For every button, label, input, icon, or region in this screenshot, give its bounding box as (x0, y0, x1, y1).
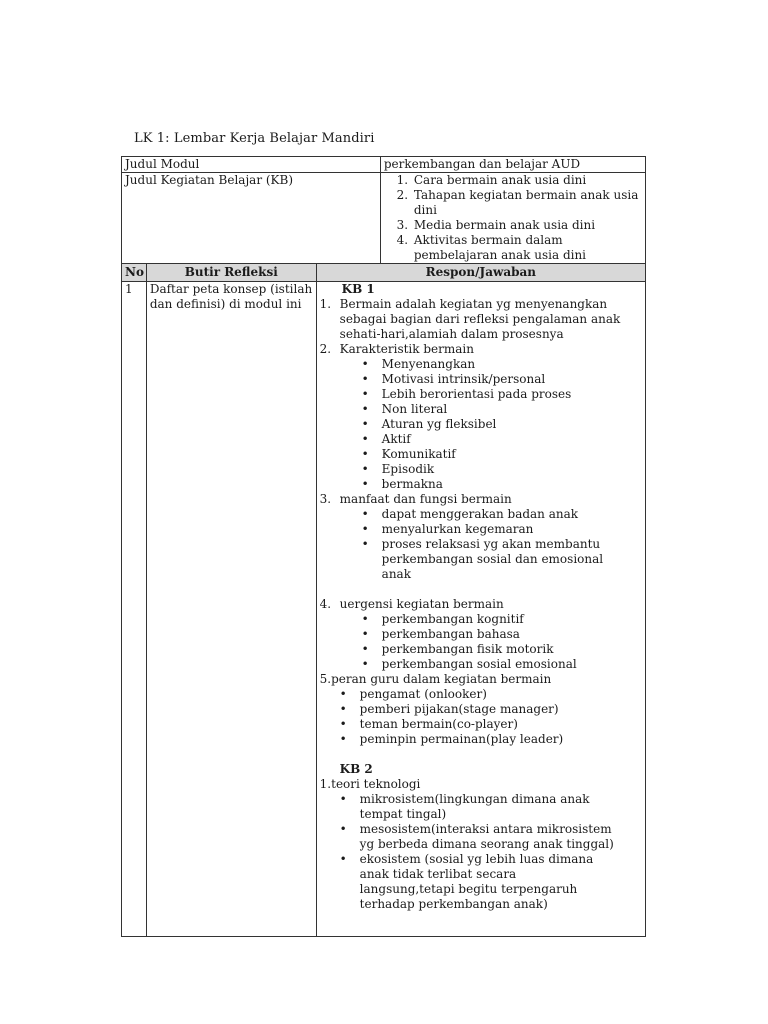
bullet-item: • menyalurkan kegemaran (382, 522, 642, 537)
kb2-item-1: 1.teori teknologi (319, 777, 421, 791)
worksheet-table (121, 156, 646, 937)
kb1-item-3-bullets (320, 507, 642, 582)
bullet-item: • Komunikatif (382, 447, 642, 462)
kb1-item-4-bullets (320, 612, 642, 672)
judul-kb-cell (380, 173, 645, 264)
judul-modul-row (122, 157, 646, 173)
bullet-item: • perkembangan bahasa (382, 627, 642, 642)
kb-title-item: 3. Media bermain anak usia dini (412, 218, 642, 233)
kb-title-item: 4. Aktivitas bermain dalam pembelajaran anak usia dini (412, 233, 642, 263)
bullet-item: • peminpin permainan(play leader) (360, 732, 642, 747)
kb1-item-1 (320, 297, 642, 342)
kb2-heading: KB 2 (339, 762, 373, 776)
kb1-item-2-bullets (320, 357, 642, 492)
bullet-item: • perkembangan kognitif (382, 612, 642, 627)
kb1-item-2 (320, 342, 642, 357)
bullet-item: • Lebih berorientasi pada proses (382, 387, 642, 402)
kb-title-item: 2. Tahapan kegiatan bermain anak usia dini (412, 188, 642, 218)
row-number: 1 (122, 282, 147, 937)
bullet-item: • dapat menggerakan badan anak (382, 507, 642, 522)
judul-modul-label: Judul Modul (122, 157, 381, 173)
bullet-item: • Aktif (382, 432, 642, 447)
header-row (122, 264, 646, 282)
response-cell (316, 282, 645, 937)
kb-title-list (384, 173, 642, 263)
kb1-item-5: 5.peran guru dalam kegiatan bermain (319, 672, 552, 686)
judul-kb-label: Judul Kegiatan Belajar (KB) (122, 173, 381, 264)
kb2-item-1-bullets (320, 792, 642, 912)
header-butir: Butir Refleksi (146, 264, 316, 282)
worksheet-title: LK 1: Lembar Kerja Belajar Mandiri (134, 131, 375, 146)
kb1-item-5-bullets (320, 687, 642, 747)
item-number: 3. (319, 492, 332, 506)
bullet-item: • proses relaksasi yg akan membantu perkembangan sosial dan emosional anak (382, 537, 642, 582)
item-text: manfaat dan fungsi bermain (339, 492, 512, 506)
kb1-item-3 (320, 492, 642, 507)
header-respon: Respon/Jawaban (316, 264, 645, 282)
judul-modul-value: perkembangan dan belajar AUD (380, 157, 645, 173)
bullet-item: • Episodik (382, 462, 642, 477)
judul-kb-row (122, 173, 646, 264)
kb1-heading: KB 1 (341, 282, 375, 296)
bullet-item: • perkembangan sosial emosional (382, 657, 642, 672)
item-text: Karakteristik bermain (339, 342, 474, 356)
spacer (320, 747, 642, 762)
bullet-item: • perkembangan fisik motorik (382, 642, 642, 657)
item-number: 4. (319, 597, 332, 611)
bullet-item: • Motivasi intrinsik/personal (382, 372, 642, 387)
header-no: No (122, 264, 147, 282)
butir-text: Daftar peta konsep (istilah dan definisi) di modul ini (146, 282, 316, 937)
bullet-item: • pemberi pijakan(stage manager) (360, 702, 642, 717)
bullet-item: • pengamat (onlooker) (360, 687, 642, 702)
reflection-row (122, 282, 646, 937)
bullet-item: • bermakna (382, 477, 642, 492)
bullet-item: • Non literal (382, 402, 642, 417)
spacer (320, 582, 642, 597)
bullet-item: • mesosistem(interaksi antara mikrosistem yg berbeda dimana seorang anak tinggal) (360, 822, 614, 852)
kb1-item-4 (320, 597, 642, 612)
item-number: 1. (319, 297, 332, 311)
item-text: uergensi kegiatan bermain (339, 597, 504, 611)
bullet-item: • teman bermain(co-player) (360, 717, 642, 732)
kb-title-item: 1. Cara bermain anak usia dini (412, 173, 642, 188)
bullet-item: • mikrosistem(lingkungan dimana anak tempat tingal) (360, 792, 614, 822)
bullet-item: • Menyenangkan (382, 357, 642, 372)
bullet-item: • Aturan yg fleksibel (382, 417, 642, 432)
item-text: Bermain adalah kegiatan yg menyenangkan sebagai bagian dari refleksi pengalaman anak sehati-hari,alamiah dalam prosesnya (339, 297, 621, 341)
item-number: 2. (319, 342, 332, 356)
bullet-item: • ekosistem (sosial yg lebih luas dimana anak tidak terlibat secara langsung,tetapi begitu terpengaruh terhadap perkembangan anak) (360, 852, 614, 912)
